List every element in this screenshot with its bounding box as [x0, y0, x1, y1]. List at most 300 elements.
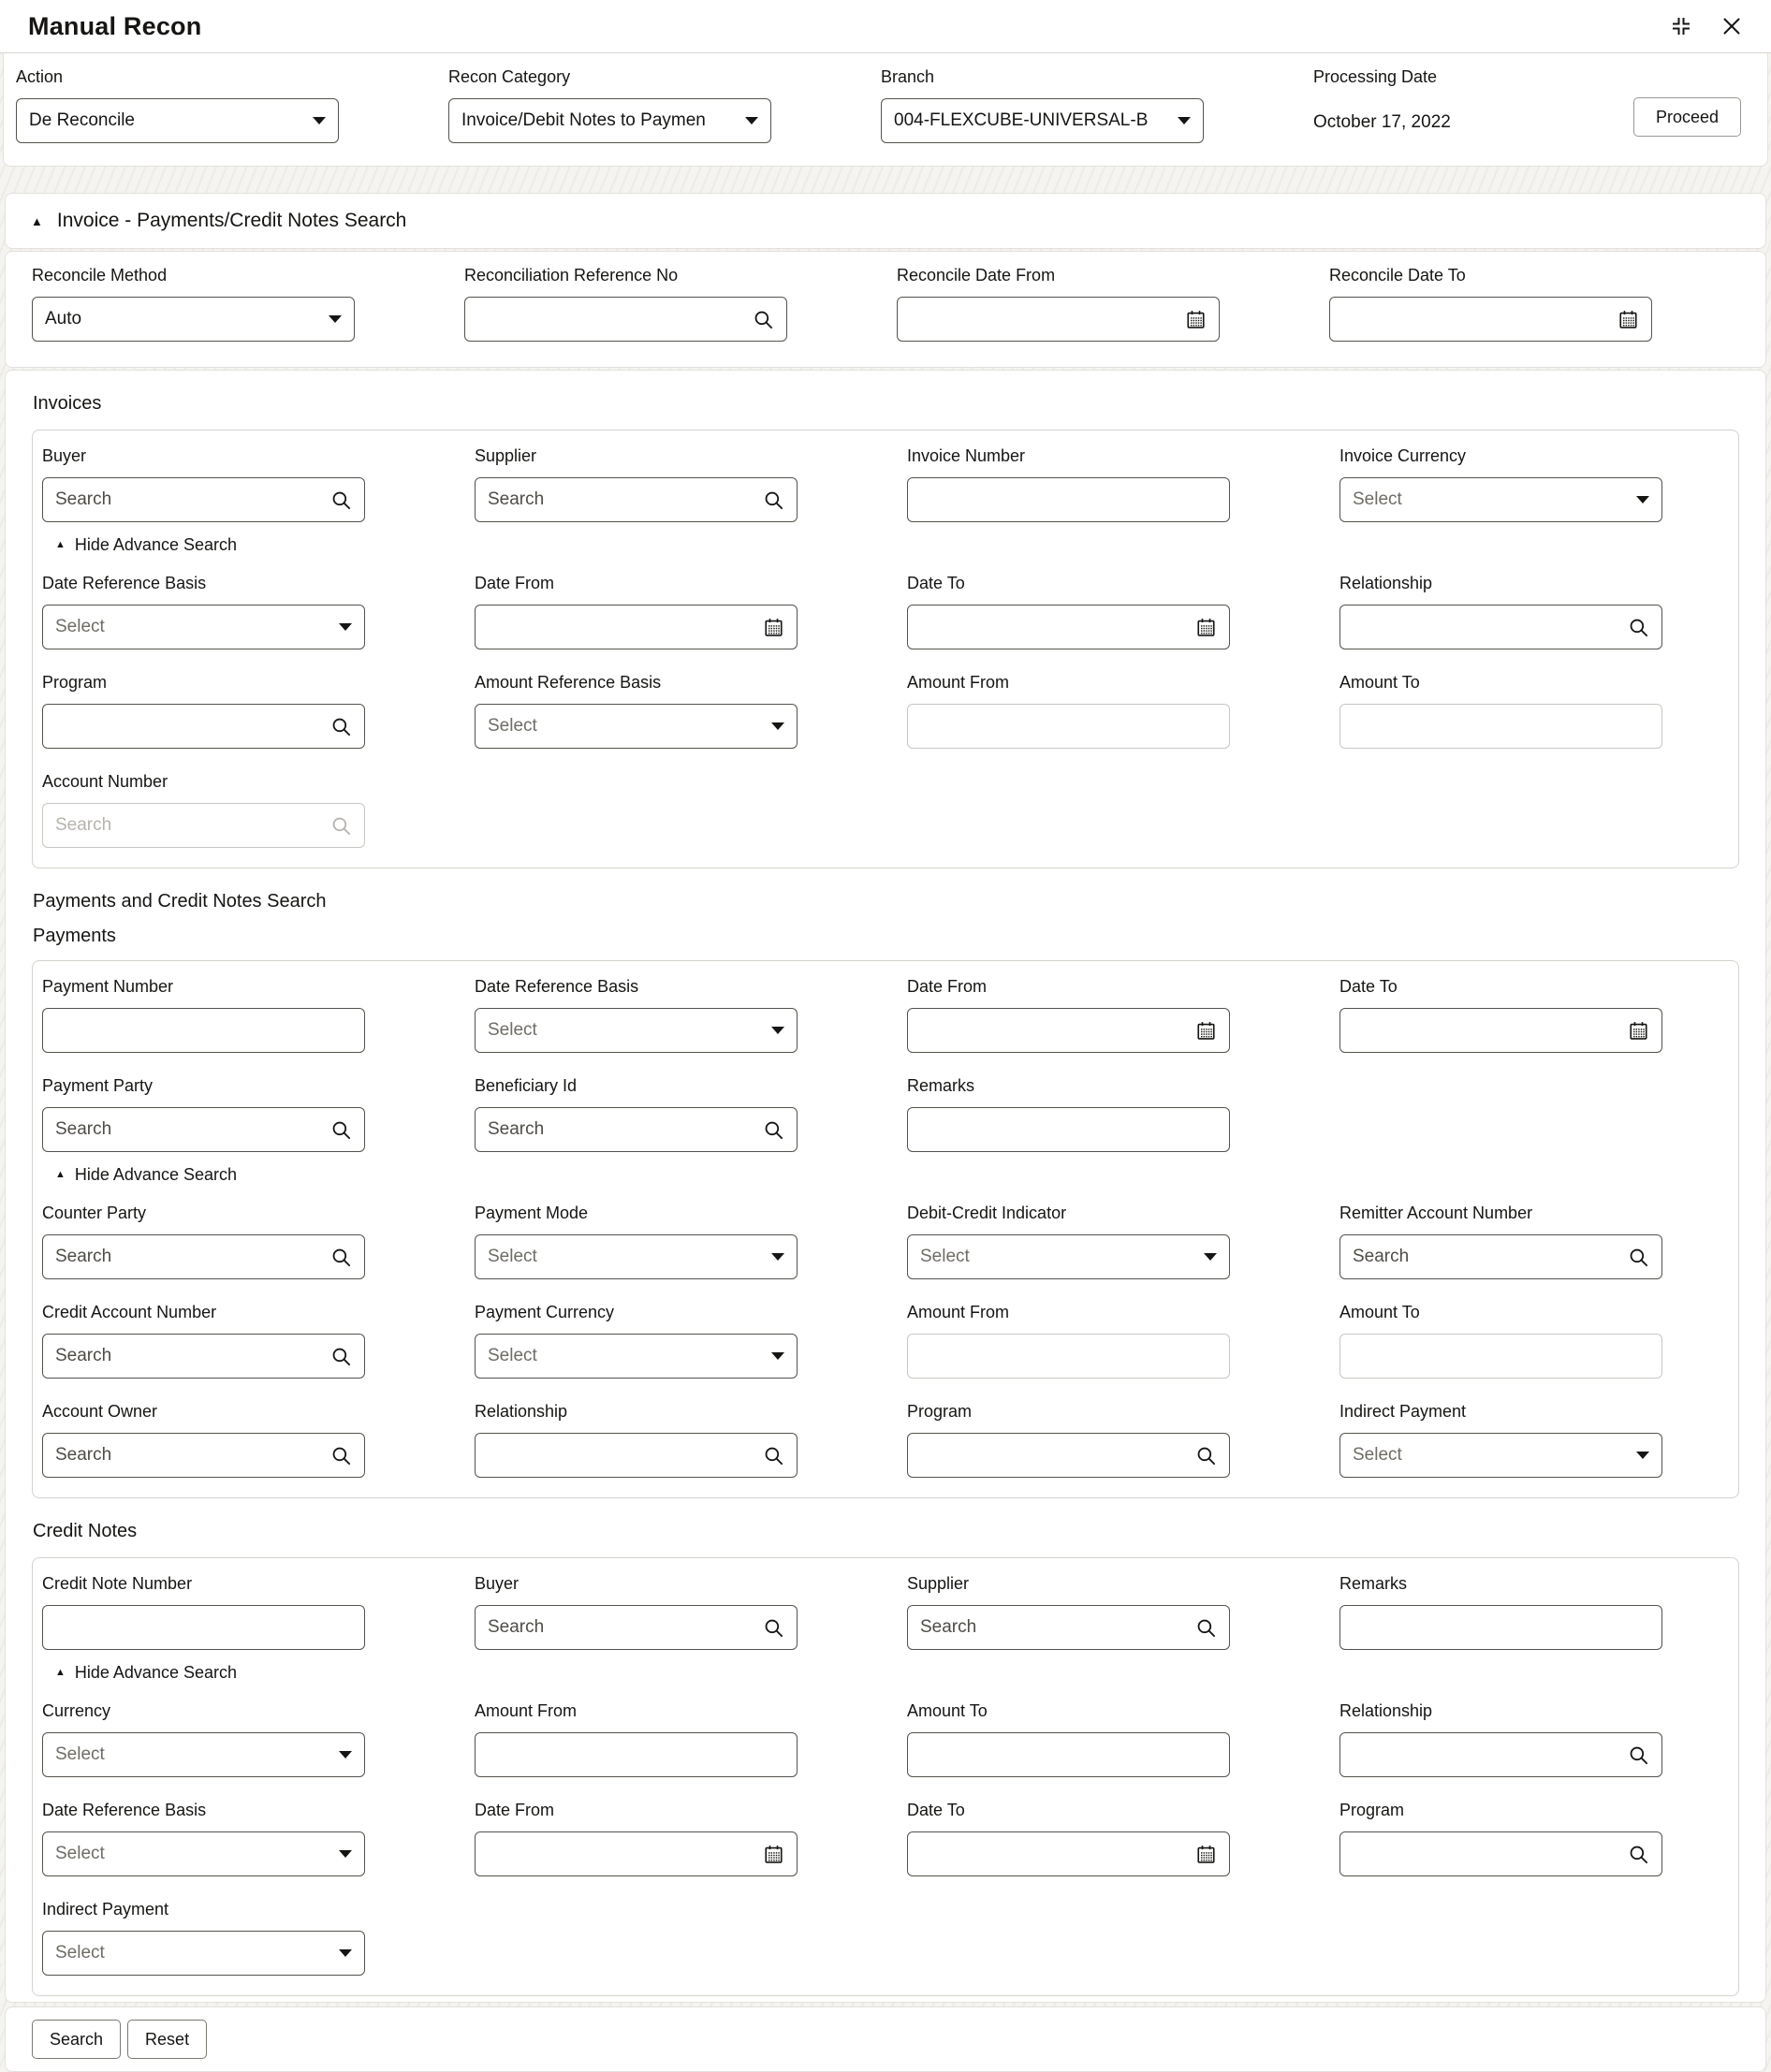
reconcile-method-label: Reconcile Method	[32, 266, 168, 285]
reconcile-date-from-field	[897, 266, 1220, 342]
reconcile-method-field	[32, 266, 355, 342]
credit-notes-date-to-label: Date To	[907, 1801, 965, 1819]
invoices-advanced-rows	[42, 574, 1729, 848]
search-icon[interactable]	[1195, 1617, 1217, 1639]
search-body-panel	[5, 370, 1766, 2003]
payments-date-reference-basis-select[interactable]	[475, 1008, 798, 1053]
reconciliation-reference-no-input[interactable]	[477, 309, 745, 329]
credit-notes-top-rows	[42, 1574, 1729, 1650]
chevron-down-icon	[1178, 117, 1191, 124]
triangle-up-icon: ▲	[55, 1667, 66, 1678]
close-icon[interactable]	[1720, 15, 1743, 37]
calendar-icon[interactable]	[1195, 617, 1217, 638]
calendar-icon[interactable]	[1628, 1020, 1649, 1042]
invoice-number-label: Invoice Number	[907, 446, 1026, 465]
credit-notes-amount-to-input[interactable]	[920, 1744, 1217, 1765]
payment-currency-field	[475, 1303, 798, 1379]
invoices-relationship-label: Relationship	[1339, 574, 1433, 592]
payments-indirect-payment-field	[1339, 1402, 1662, 1478]
payments-relationship-label: Relationship	[475, 1402, 568, 1421]
payment-currency-select[interactable]	[475, 1334, 798, 1379]
credit-notes-supplier-label: Supplier	[907, 1574, 970, 1593]
proceed-button[interactable]: Proceed	[1633, 97, 1741, 137]
beneficiary-id-input[interactable]	[488, 1119, 755, 1140]
invoices-program-input[interactable]	[42, 704, 365, 749]
search-icon[interactable]	[1628, 1744, 1649, 1766]
search-button[interactable]: Search	[32, 2020, 121, 2059]
search-criteria-panel	[5, 251, 1766, 368]
calendar-icon[interactable]	[1617, 309, 1639, 330]
credit-notes-supplier-field	[907, 1574, 1230, 1650]
search-icon[interactable]	[753, 309, 774, 330]
reconciliation-reference-no-input[interactable]	[464, 297, 787, 342]
credit-notes-advanced-rows	[42, 1701, 1729, 1976]
payment-mode-label: Payment Mode	[475, 1204, 589, 1222]
payment-party-field	[42, 1076, 365, 1152]
invoices-amount-to-field	[1339, 673, 1662, 749]
payments-top-rows	[42, 977, 1729, 1152]
action-field	[16, 67, 339, 143]
form-row	[42, 977, 1729, 1053]
payments-relationship-input[interactable]	[488, 1445, 755, 1466]
action-label: Action	[16, 67, 64, 86]
reconcile-date-from-input[interactable]	[910, 309, 1178, 329]
credit-notes-buyer-input[interactable]	[488, 1617, 755, 1638]
processing-date-field	[1313, 67, 1636, 133]
search-icon[interactable]	[763, 1445, 784, 1466]
credit-notes-indirect-payment-value: Select	[55, 1943, 105, 1963]
beneficiary-id-input[interactable]	[475, 1107, 798, 1152]
processing-date-label: Processing Date	[1313, 67, 1438, 86]
payments-remarks-input[interactable]	[907, 1107, 1230, 1152]
payments-program-input[interactable]	[907, 1433, 1230, 1478]
payments-remarks-label: Remarks	[907, 1076, 975, 1095]
amount-reference-basis-label: Amount Reference Basis	[475, 673, 662, 692]
credit-notes-date-from-field	[475, 1801, 798, 1876]
invoices-card	[32, 430, 1739, 868]
chevron-down-icon	[313, 117, 326, 124]
invoices-relationship-input[interactable]	[1353, 617, 1620, 637]
search-icon	[330, 815, 352, 837]
credit-notes-indirect-payment-field	[42, 1900, 365, 1976]
form-row	[42, 1701, 1729, 1777]
search-icon[interactable]	[1628, 1844, 1649, 1865]
search-icon[interactable]	[330, 1119, 352, 1141]
credit-notes-currency-value: Select	[55, 1744, 105, 1764]
payments-amount-from-input	[920, 1346, 1217, 1366]
counter-party-field	[42, 1204, 365, 1279]
invoices-buyer-input[interactable]	[42, 477, 365, 522]
invoices-account-number-input	[42, 803, 365, 848]
account-owner-input[interactable]	[55, 1445, 323, 1466]
credit-notes-card	[32, 1557, 1739, 1996]
invoice-currency-value: Select	[1353, 489, 1402, 509]
invoices-date-from-input[interactable]	[475, 605, 798, 649]
invoice-currency-field	[1339, 446, 1662, 522]
reconcile-method-value: Auto	[45, 309, 82, 328]
payment-party-input[interactable]	[42, 1107, 365, 1152]
remitter-account-number-label: Remitter Account Number	[1339, 1204, 1533, 1222]
credit-notes-currency-label: Currency	[42, 1701, 111, 1720]
payments-amount-to-input	[1339, 1334, 1662, 1379]
credit-notes-supplier-input[interactable]	[907, 1605, 1230, 1650]
payments-program-label: Program	[907, 1402, 973, 1421]
invoices-amount-to-input	[1353, 716, 1649, 737]
payment-number-input[interactable]	[55, 1020, 352, 1041]
credit-notes-date-from-label: Date From	[475, 1801, 555, 1819]
payments-card	[32, 960, 1739, 1498]
payments-credit-notes-heading: Payments and Credit Notes Search	[33, 891, 327, 912]
payment-number-label: Payment Number	[42, 977, 174, 996]
chevron-down-icon	[745, 117, 758, 124]
reconcile-date-to-input[interactable]	[1329, 297, 1652, 342]
credit-notes-amount-to-label: Amount To	[907, 1701, 988, 1720]
search-section-title: Invoice - Payments/Credit Notes Search	[56, 210, 407, 231]
form-row	[42, 1574, 1729, 1650]
invoices-amount-from-input	[920, 716, 1217, 737]
credit-notes-date-from-input[interactable]	[488, 1844, 755, 1864]
credit-notes-date-to-input[interactable]	[907, 1831, 1230, 1876]
invoices-account-number-field	[42, 772, 365, 848]
payments-program-field	[907, 1402, 1230, 1478]
invoices-supplier-field	[475, 446, 798, 522]
payments-heading: Payments	[33, 926, 116, 946]
payments-date-to-input[interactable]	[1353, 1020, 1620, 1041]
credit-notes-date-to-input[interactable]	[920, 1844, 1188, 1864]
invoices-account-number-label: Account Number	[42, 772, 168, 791]
form-row	[42, 673, 1729, 749]
search-icon[interactable]	[330, 1247, 352, 1268]
credit-notes-date-from-input[interactable]	[475, 1831, 798, 1876]
payments-date-to-field	[1339, 977, 1662, 1053]
credit-note-number-input[interactable]	[55, 1617, 352, 1638]
invoices-date-to-field	[907, 574, 1230, 649]
form-row	[42, 1900, 1729, 1976]
debit-credit-indicator-field	[907, 1204, 1230, 1279]
amount-reference-basis-select[interactable]	[475, 704, 798, 749]
invoices-date-reference-basis-field	[42, 574, 365, 649]
payments-program-input[interactable]	[920, 1445, 1188, 1466]
chevron-down-icon	[771, 1027, 784, 1034]
payments-date-from-input[interactable]	[907, 1008, 1230, 1053]
payment-party-label: Payment Party	[42, 1076, 154, 1095]
credit-notes-amount-from-label: Amount From	[475, 1701, 578, 1720]
reconcile-date-from-input[interactable]	[897, 297, 1220, 342]
advance-toggle-label: Hide Advance Search	[74, 1165, 237, 1184]
payment-currency-value: Select	[488, 1346, 537, 1365]
reconciliation-reference-no-field	[464, 266, 787, 342]
credit-notes-currency-field	[42, 1701, 365, 1777]
payment-mode-field	[475, 1204, 798, 1279]
recon-category-value: Invoice/Debit Notes to Paymen	[461, 110, 706, 130]
account-owner-field	[42, 1402, 365, 1478]
payments-indirect-payment-value: Select	[1353, 1445, 1402, 1465]
calendar-icon[interactable]	[1185, 309, 1207, 330]
search-icon[interactable]	[763, 489, 784, 511]
payments-amount-to-field	[1339, 1303, 1662, 1379]
payment-number-field	[42, 977, 365, 1053]
invoices-buyer-input[interactable]	[55, 489, 323, 510]
collapse-icon[interactable]	[1670, 15, 1692, 37]
credit-notes-remarks-label: Remarks	[1339, 1574, 1408, 1593]
invoices-program-field	[42, 673, 365, 749]
invoices-supplier-input[interactable]	[475, 477, 798, 522]
payments-date-to-label: Date To	[1339, 977, 1398, 996]
credit-notes-program-label: Program	[1339, 1801, 1405, 1819]
search-icon[interactable]	[330, 716, 352, 737]
credit-note-number-input[interactable]	[42, 1605, 365, 1650]
credit-notes-remarks-input[interactable]	[1339, 1605, 1662, 1650]
credit-notes-relationship-field	[1339, 1701, 1662, 1777]
action-value: De Reconcile	[29, 110, 135, 130]
credit-notes-buyer-label: Buyer	[475, 1574, 520, 1593]
account-owner-label: Account Owner	[42, 1402, 158, 1421]
payments-indirect-payment-label: Indirect Payment	[1339, 1402, 1467, 1421]
toolbar-fields	[16, 67, 1767, 143]
chevron-down-icon	[1204, 1253, 1217, 1261]
credit-notes-amount-from-input[interactable]	[475, 1732, 798, 1777]
invoices-buyer-label: Buyer	[42, 446, 87, 465]
credit-notes-buyer-input[interactable]	[475, 1605, 798, 1650]
reset-button[interactable]: Reset	[127, 2020, 207, 2059]
credit-notes-date-reference-basis-value: Select	[55, 1844, 105, 1863]
action-select[interactable]	[16, 98, 339, 143]
credit-account-number-input[interactable]	[55, 1346, 323, 1366]
credit-notes-program-input[interactable]	[1353, 1844, 1620, 1864]
credit-notes-supplier-input[interactable]	[920, 1617, 1188, 1638]
credit-notes-program-field	[1339, 1801, 1662, 1876]
chevron-down-icon	[339, 1850, 352, 1858]
counter-party-input[interactable]	[55, 1247, 323, 1267]
invoices-supplier-input[interactable]	[488, 489, 755, 510]
search-icon[interactable]	[1628, 1247, 1649, 1268]
credit-notes-date-reference-basis-select[interactable]	[42, 1831, 365, 1876]
pattern-gap	[0, 167, 1771, 191]
search-icon[interactable]	[330, 1346, 352, 1367]
remitter-account-number-input[interactable]	[1353, 1247, 1620, 1267]
chevron-down-icon	[771, 722, 784, 730]
invoices-program-input[interactable]	[55, 716, 323, 737]
form-row	[42, 1076, 1729, 1152]
invoices-advance-toggle[interactable]	[55, 535, 237, 555]
credit-note-number-field	[42, 1574, 365, 1650]
invoices-date-from-input[interactable]	[488, 617, 755, 637]
beneficiary-id-field	[475, 1076, 798, 1152]
payments-remarks-input[interactable]	[920, 1119, 1217, 1140]
invoices-amount-from-input	[907, 704, 1230, 749]
invoices-date-from-field	[475, 574, 798, 649]
payment-currency-label: Payment Currency	[475, 1303, 615, 1321]
payments-indirect-payment-select[interactable]	[1339, 1433, 1662, 1478]
recon-category-select[interactable]	[448, 98, 771, 143]
chevron-down-icon	[329, 315, 342, 323]
credit-notes-date-reference-basis-label: Date Reference Basis	[42, 1801, 207, 1819]
footer-actions	[5, 2006, 1766, 2072]
branch-select[interactable]	[881, 98, 1204, 143]
action-toolbar	[3, 53, 1768, 167]
invoices-amount-from-label: Amount From	[907, 673, 1010, 692]
credit-notes-date-to-field	[907, 1801, 1230, 1876]
invoices-account-number-input	[55, 815, 323, 836]
chevron-down-icon	[1636, 496, 1649, 503]
form-row	[42, 1402, 1729, 1478]
credit-notes-amount-from-input[interactable]	[488, 1744, 784, 1765]
payments-date-from-input[interactable]	[920, 1020, 1188, 1041]
invoice-currency-label: Invoice Currency	[1339, 446, 1467, 465]
credit-notes-relationship-input[interactable]	[1339, 1732, 1662, 1777]
invoices-buyer-field	[42, 446, 365, 522]
calendar-icon[interactable]	[763, 1844, 784, 1865]
debit-credit-indicator-label: Debit-Credit Indicator	[907, 1204, 1067, 1222]
payments-amount-from-label: Amount From	[907, 1303, 1010, 1321]
form-row	[42, 574, 1729, 649]
form-row	[42, 1303, 1729, 1379]
reconcile-date-to-field	[1329, 266, 1652, 342]
credit-notes-indirect-payment-label: Indirect Payment	[42, 1900, 169, 1919]
invoices-relationship-field	[1339, 574, 1662, 649]
search-icon[interactable]	[1195, 1445, 1217, 1466]
form-row	[42, 1204, 1729, 1279]
payments-date-from-field	[907, 977, 1230, 1053]
counter-party-input[interactable]	[42, 1234, 365, 1279]
credit-notes-remarks-input[interactable]	[1353, 1617, 1649, 1638]
invoices-date-reference-basis-label: Date Reference Basis	[42, 574, 207, 592]
form-row	[42, 1801, 1729, 1876]
window-titlebar	[0, 0, 1771, 53]
calendar-icon[interactable]	[1195, 1844, 1217, 1865]
payments-relationship-input[interactable]	[475, 1433, 798, 1478]
payments-remarks-field	[907, 1076, 1230, 1152]
payments-advance-toggle[interactable]	[55, 1165, 237, 1185]
payments-amount-from-input	[907, 1334, 1230, 1379]
reconcile-method-select[interactable]	[32, 297, 355, 342]
debit-credit-indicator-select[interactable]	[907, 1234, 1230, 1279]
credit-notes-amount-to-input[interactable]	[907, 1732, 1230, 1777]
advance-toggle-label: Hide Advance Search	[74, 535, 237, 554]
amount-reference-basis-value: Select	[488, 716, 537, 736]
invoices-relationship-input[interactable]	[1339, 605, 1662, 649]
payment-number-input[interactable]	[42, 1008, 365, 1053]
processing-date-value: October 17, 2022	[1313, 112, 1451, 132]
invoice-number-input[interactable]	[920, 489, 1217, 510]
payments-date-reference-basis-value: Select	[488, 1020, 537, 1040]
calendar-icon[interactable]	[1195, 1020, 1217, 1042]
chevron-down-icon	[339, 1949, 352, 1957]
form-row	[42, 446, 1729, 522]
credit-notes-program-input[interactable]	[1339, 1831, 1662, 1876]
payment-party-input[interactable]	[55, 1119, 323, 1140]
chevron-down-icon	[1636, 1452, 1649, 1459]
payments-date-reference-basis-field	[475, 977, 798, 1053]
invoices-date-to-label: Date To	[907, 574, 965, 592]
invoices-date-to-input[interactable]	[920, 617, 1188, 637]
page-title: Manual Recon	[28, 11, 202, 40]
recon-category-label: Recon Category	[448, 67, 571, 86]
search-icon[interactable]	[330, 489, 352, 511]
invoice-number-input[interactable]	[907, 477, 1230, 522]
remitter-account-number-field	[1339, 1204, 1662, 1279]
triangle-up-icon[interactable]: ▲	[31, 213, 43, 228]
payments-relationship-field	[475, 1402, 798, 1478]
payment-mode-select[interactable]	[475, 1234, 798, 1279]
account-owner-input[interactable]	[42, 1433, 365, 1478]
branch-value: 004-FLEXCUBE-UNIVERSAL-B	[894, 110, 1149, 130]
invoices-heading: Invoices	[33, 393, 102, 414]
branch-label: Branch	[881, 67, 935, 86]
invoices-date-reference-basis-select[interactable]	[42, 605, 365, 649]
search-section-header	[5, 193, 1766, 249]
chevron-down-icon	[339, 1751, 352, 1758]
payments-advanced-rows	[42, 1204, 1729, 1478]
credit-account-number-label: Credit Account Number	[42, 1303, 217, 1321]
branch-field	[881, 67, 1204, 143]
search-icon[interactable]	[763, 1617, 784, 1639]
calendar-icon[interactable]	[763, 617, 784, 638]
reconciliation-reference-no-label: Reconciliation Reference No	[464, 266, 679, 285]
invoices-supplier-label: Supplier	[475, 446, 537, 465]
credit-account-number-field	[42, 1303, 365, 1379]
payments-amount-to-input	[1353, 1346, 1649, 1366]
remitter-account-number-input[interactable]	[1339, 1234, 1662, 1279]
chevron-down-icon	[339, 623, 352, 631]
form-row	[42, 772, 1729, 848]
invoice-currency-select[interactable]	[1339, 477, 1662, 522]
invoices-amount-to-label: Amount To	[1339, 673, 1420, 692]
credit-notes-date-reference-basis-field	[42, 1801, 365, 1876]
payments-date-from-label: Date From	[907, 977, 988, 996]
amount-reference-basis-field	[475, 673, 798, 749]
credit-account-number-input[interactable]	[42, 1334, 365, 1379]
counter-party-label: Counter Party	[42, 1204, 147, 1222]
payment-mode-value: Select	[488, 1247, 537, 1266]
payments-amount-from-field	[907, 1303, 1230, 1379]
invoices-date-from-label: Date From	[475, 574, 555, 592]
credit-notes-relationship-input[interactable]	[1353, 1744, 1620, 1765]
credit-notes-amount-from-field	[475, 1701, 798, 1777]
invoices-date-to-input[interactable]	[907, 605, 1230, 649]
credit-notes-relationship-label: Relationship	[1339, 1701, 1433, 1720]
recon-category-field	[448, 67, 771, 143]
window-controls	[1670, 15, 1743, 37]
triangle-up-icon: ▲	[55, 1169, 66, 1180]
invoices-date-reference-basis-value: Select	[55, 617, 105, 636]
credit-notes-indirect-payment-select[interactable]	[42, 1931, 365, 1976]
chevron-down-icon	[771, 1253, 784, 1261]
payments-date-reference-basis-label: Date Reference Basis	[475, 977, 639, 996]
invoices-program-label: Program	[42, 673, 108, 692]
search-icon[interactable]	[1628, 617, 1649, 638]
invoice-number-field	[907, 446, 1230, 522]
credit-notes-heading: Credit Notes	[33, 1521, 138, 1541]
invoices-amount-from-field	[907, 673, 1230, 749]
beneficiary-id-label: Beneficiary Id	[475, 1076, 578, 1095]
reconcile-date-to-label: Reconcile Date To	[1329, 266, 1466, 285]
credit-notes-advance-toggle[interactable]	[55, 1663, 237, 1683]
search-icon[interactable]	[330, 1445, 352, 1466]
credit-notes-currency-select[interactable]	[42, 1732, 365, 1777]
credit-notes-amount-to-field	[907, 1701, 1230, 1777]
debit-credit-indicator-value: Select	[920, 1247, 970, 1266]
payments-date-to-input[interactable]	[1339, 1008, 1662, 1053]
triangle-up-icon: ▲	[55, 539, 66, 550]
credit-notes-buyer-field	[475, 1574, 798, 1650]
search-icon[interactable]	[763, 1119, 784, 1141]
advance-toggle-label: Hide Advance Search	[74, 1663, 237, 1682]
reconcile-date-to-input[interactable]	[1342, 309, 1610, 329]
reconcile-date-from-label: Reconcile Date From	[897, 266, 1056, 285]
credit-notes-remarks-field	[1339, 1574, 1662, 1650]
payments-amount-to-label: Amount To	[1339, 1303, 1420, 1321]
